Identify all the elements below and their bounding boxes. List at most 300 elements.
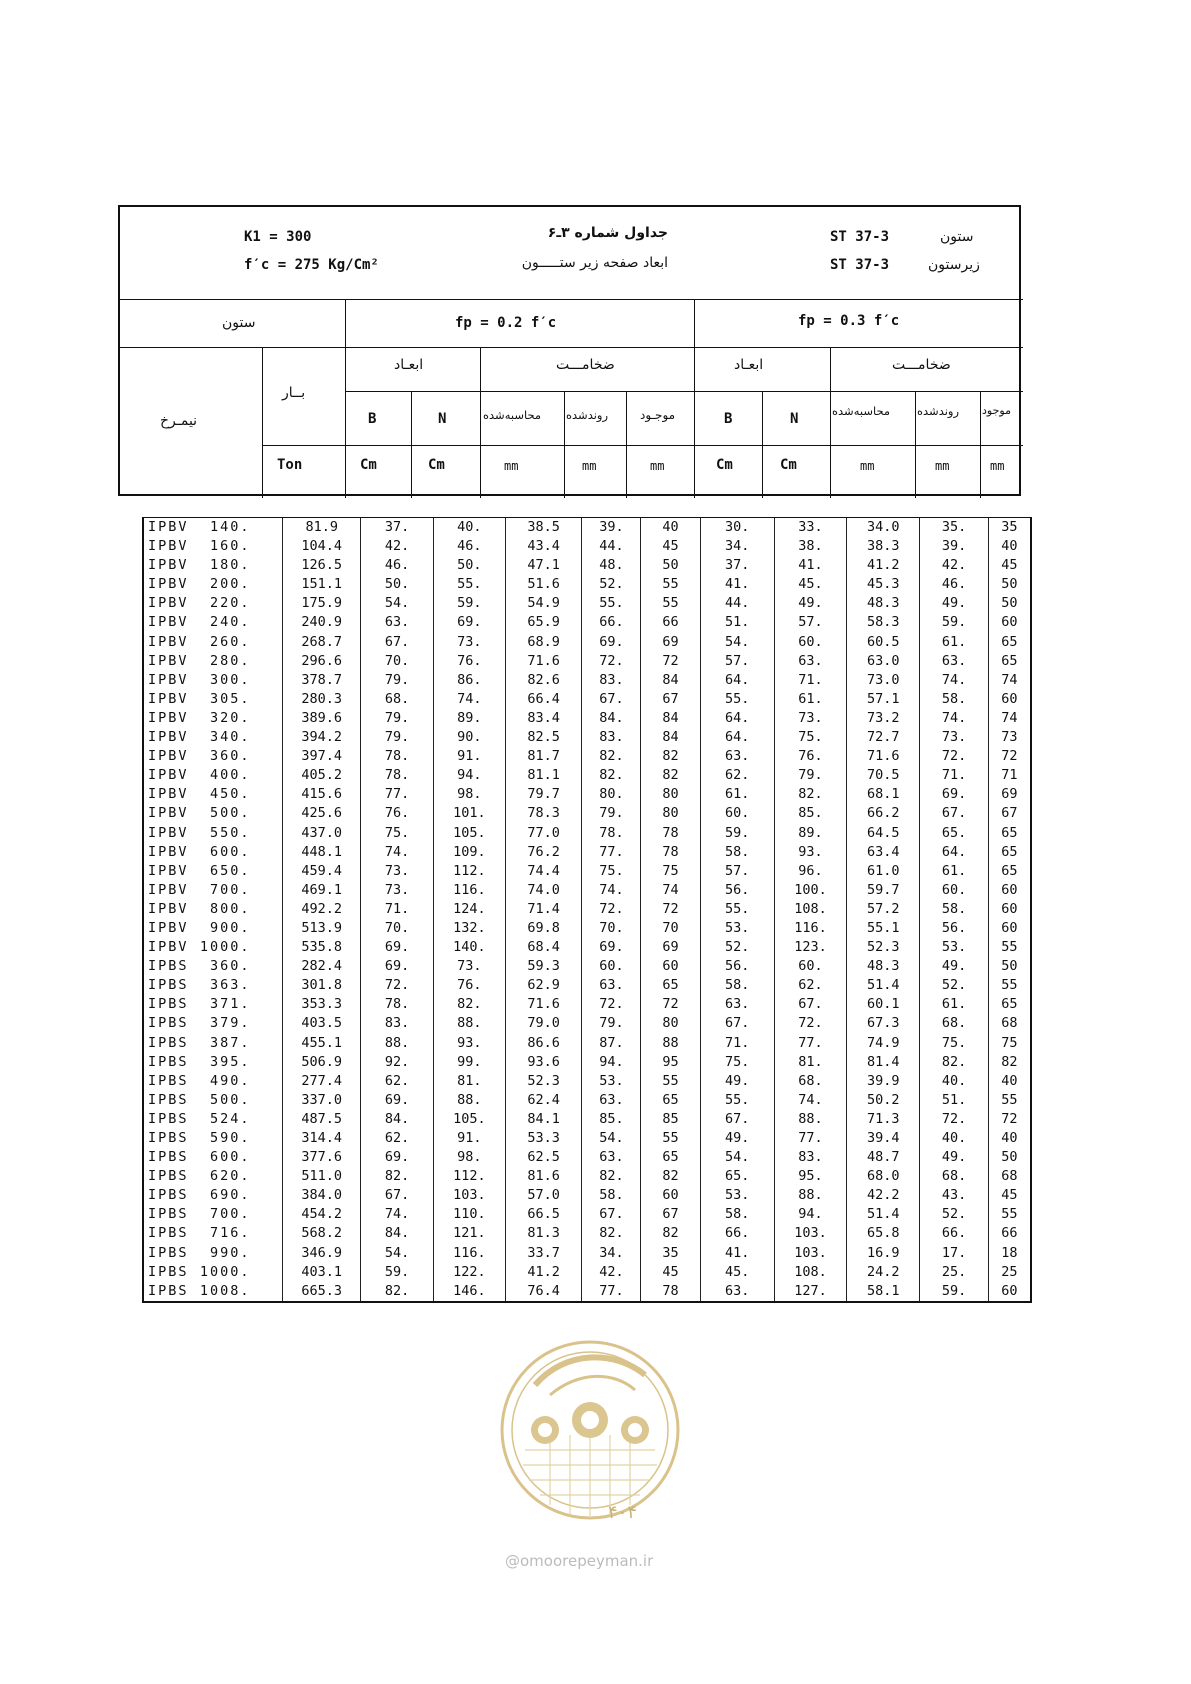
profile-cell [144, 976, 283, 995]
table-row [144, 594, 1030, 613]
table-cell: 88. [361, 1034, 433, 1053]
table-cell: 67.3 [847, 1014, 920, 1033]
table-cell: 61. [920, 995, 988, 1014]
profile-size: 320. [210, 709, 251, 726]
profile-type: IPBV [148, 595, 189, 612]
table-cell: 80 [641, 1014, 700, 1033]
table-cell: 54. [700, 1148, 774, 1167]
table-cell: 64. [920, 843, 988, 862]
table-cell: 48. [582, 556, 641, 575]
table-cell: 57. [700, 652, 774, 671]
table-cell: 49. [920, 1148, 988, 1167]
table-cell: 268.7 [283, 633, 361, 652]
table-cell: 73.0 [847, 671, 920, 690]
divider [262, 347, 263, 498]
table-cell: 74. [774, 1091, 846, 1110]
profile-cell [144, 690, 283, 709]
profile-type: IPBS [148, 977, 189, 994]
profile-type: IPBV [148, 690, 189, 707]
table-cell: 96. [774, 862, 846, 881]
table-cell: 69.8 [506, 919, 582, 938]
table-cell: 78 [641, 1282, 700, 1301]
table-cell: 68 [988, 1014, 1030, 1033]
table-cell: 66.4 [506, 690, 582, 709]
col-b-heading: B [368, 411, 377, 427]
table-cell: 63. [700, 995, 774, 1014]
table-cell: 59. [920, 1282, 988, 1301]
profile-type: IPBV [148, 843, 189, 860]
table-cell: 65 [988, 862, 1030, 881]
table-cell: 79. [582, 1014, 641, 1033]
table-cell: 394.2 [283, 728, 361, 747]
table-cell: 127. [774, 1282, 846, 1301]
table-row [144, 1205, 1030, 1224]
profile-size: 600. [210, 843, 251, 860]
unit-n: Cm [428, 457, 445, 473]
thick-left-heading: ضخامـــت [556, 357, 615, 373]
table-cell: 66 [988, 1224, 1030, 1243]
table-cell: 82 [641, 766, 700, 785]
table-cell: 33.7 [506, 1244, 582, 1263]
table-cell: 103. [774, 1224, 846, 1243]
profile-size: 305. [210, 690, 251, 707]
unit-exist: mm [650, 459, 665, 473]
table-cell: 61. [920, 633, 988, 652]
table-cell: 82 [641, 1167, 700, 1186]
fp-left-label: fp = 0.2 f′c [455, 315, 557, 331]
table-cell: 116. [433, 1244, 505, 1263]
table-cell: 71.3 [847, 1110, 920, 1129]
table-cell: 240.9 [283, 613, 361, 632]
profile-cell [144, 1282, 283, 1301]
profile-size: 160. [210, 538, 251, 555]
table-cell: 77. [774, 1034, 846, 1053]
table-cell: 84. [582, 709, 641, 728]
table-cell: 45. [700, 1263, 774, 1282]
profile-cell [144, 633, 283, 652]
table-cell: 67. [582, 1205, 641, 1224]
table-cell: 74 [641, 881, 700, 900]
table-cell: 95. [774, 1167, 846, 1186]
table-cell: 51.4 [847, 1205, 920, 1224]
table-cell: 50 [988, 594, 1030, 613]
table-cell: 58. [700, 843, 774, 862]
table-cell: 60 [988, 690, 1030, 709]
table-cell: 132. [433, 919, 505, 938]
profile-cell [144, 747, 283, 766]
table-cell: 73. [361, 881, 433, 900]
table-cell: 71.4 [506, 900, 582, 919]
table-row [144, 633, 1030, 652]
divider [345, 299, 346, 347]
table-cell: 76. [433, 652, 505, 671]
table-cell: 82. [582, 1224, 641, 1243]
table-cell: 403.1 [283, 1263, 361, 1282]
unit-b2: Cm [716, 457, 733, 473]
table-cell: 70. [361, 652, 433, 671]
table-cell: 40. [920, 1072, 988, 1091]
table-cell: 72 [988, 747, 1030, 766]
profile-size: 400. [210, 767, 251, 784]
table-cell: 50 [988, 957, 1030, 976]
table-cell: 71.6 [506, 995, 582, 1014]
table-row [144, 804, 1030, 823]
table-cell: 49. [700, 1072, 774, 1091]
table-cell: 55 [988, 1091, 1030, 1110]
table-cell: 76.2 [506, 843, 582, 862]
table-row [144, 1129, 1030, 1148]
col-n-heading: N [438, 411, 447, 427]
table-cell: 69 [988, 785, 1030, 804]
table-cell: 67 [988, 804, 1030, 823]
table-row [144, 843, 1030, 862]
table-cell: 74 [988, 709, 1030, 728]
table-row [144, 690, 1030, 709]
table-cell: 75. [361, 824, 433, 843]
table-row [144, 1186, 1030, 1205]
profile-cell [144, 824, 283, 843]
divider [694, 299, 695, 498]
profile-type: IPBS [148, 1168, 189, 1185]
table-cell: 72. [920, 1110, 988, 1129]
table-cell: 67 [641, 1205, 700, 1224]
table-cell: 41. [700, 575, 774, 594]
table-cell: 80 [641, 804, 700, 823]
profile-size: 360. [210, 958, 251, 975]
unit-exist2: mm [990, 459, 1005, 473]
table-cell: 90. [433, 728, 505, 747]
col-n2-heading: N [790, 411, 799, 427]
profile-type: IPBS [148, 1206, 189, 1223]
table-title: جداول شماره ۳ـ۶ [547, 225, 668, 241]
table-row [144, 728, 1030, 747]
table-cell: 71.6 [506, 652, 582, 671]
table-cell: 82. [361, 1282, 433, 1301]
table-cell: 384.0 [283, 1186, 361, 1205]
table-cell: 77. [582, 843, 641, 862]
table-row [144, 900, 1030, 919]
table-cell: 49. [700, 1129, 774, 1148]
table-cell: 83.4 [506, 709, 582, 728]
table-cell: 50. [361, 575, 433, 594]
profile-type: IPBV [148, 767, 189, 784]
table-cell: 70. [582, 919, 641, 938]
table-cell: 82.5 [506, 728, 582, 747]
table-cell: 55 [988, 938, 1030, 957]
col-round2-heading: روندشده [917, 404, 960, 418]
profile-type: IPBS [148, 1187, 189, 1204]
table-cell: 53. [582, 1072, 641, 1091]
divider [980, 391, 981, 498]
table-cell: 98. [433, 1148, 505, 1167]
table-cell: 60. [920, 881, 988, 900]
table-cell: 74. [920, 671, 988, 690]
table-cell: 437.0 [283, 824, 361, 843]
table-cell: 72 [641, 900, 700, 919]
table-row [144, 824, 1030, 843]
table-cell: 69. [582, 938, 641, 957]
table-cell: 63. [700, 1282, 774, 1301]
table-cell: 18 [988, 1244, 1030, 1263]
table-cell: 75. [582, 862, 641, 881]
table-cell: 378.7 [283, 671, 361, 690]
table-cell: 65 [641, 976, 700, 995]
table-cell: 62. [774, 976, 846, 995]
divider [120, 299, 1023, 300]
table-row [144, 1014, 1030, 1033]
table-cell: 53.3 [506, 1129, 582, 1148]
table-cell: 448.1 [283, 843, 361, 862]
table-cell: 45. [774, 575, 846, 594]
table-cell: 78 [641, 843, 700, 862]
table-row [144, 1072, 1030, 1091]
table-cell: 50 [988, 1148, 1030, 1167]
table-cell: 95 [641, 1053, 700, 1072]
table-row [144, 766, 1030, 785]
table-cell: 73.2 [847, 709, 920, 728]
table-cell: 79. [582, 804, 641, 823]
table-cell: 535.8 [283, 938, 361, 957]
table-cell: 42.2 [847, 1186, 920, 1205]
profile-size: 900. [210, 919, 251, 936]
table-cell: 82. [582, 747, 641, 766]
table-row [144, 976, 1030, 995]
table-cell: 65 [641, 1148, 700, 1167]
table-cell: 34. [582, 1244, 641, 1263]
table-cell: 282.4 [283, 957, 361, 976]
table-row [144, 613, 1030, 632]
table-cell: 68. [361, 690, 433, 709]
profile-cell [144, 995, 283, 1014]
profile-type: IPBS [148, 1015, 189, 1032]
profile-type: IPBV [148, 538, 189, 555]
table-cell: 43.4 [506, 537, 582, 556]
table-subtitle: ابعاد صفحه زیر ستـــــون [521, 255, 668, 271]
unit-round2: mm [935, 459, 950, 473]
table-cell: 67. [920, 804, 988, 823]
table-cell: 65. [920, 824, 988, 843]
profile-cell [144, 919, 283, 938]
table-cell: 66.2 [847, 804, 920, 823]
table-cell: 459.4 [283, 862, 361, 881]
table-cell: 44. [700, 594, 774, 613]
table-cell: 63. [582, 1091, 641, 1110]
table-cell: 75. [774, 728, 846, 747]
unit-calc: mm [504, 459, 519, 473]
profile-size: 360. [210, 748, 251, 765]
steel-column-label: ستون [940, 229, 974, 245]
table-cell: 63. [774, 652, 846, 671]
table-cell: 73. [433, 957, 505, 976]
table-cell: 42. [920, 556, 988, 575]
table-row [144, 785, 1030, 804]
table-cell: 67. [700, 1110, 774, 1129]
profile-type: IPBS [148, 1149, 189, 1166]
profile-cell [144, 1053, 283, 1072]
profile-cell [144, 1110, 283, 1129]
table-cell: 60. [700, 804, 774, 823]
table-cell: 69. [361, 1091, 433, 1110]
table-cell: 61.0 [847, 862, 920, 881]
profile-size: 220. [210, 595, 251, 612]
table-cell: 54. [582, 1129, 641, 1148]
table-cell: 116. [774, 919, 846, 938]
table-cell: 65. [700, 1167, 774, 1186]
table-cell: 62.4 [506, 1091, 582, 1110]
profile-cell [144, 671, 283, 690]
table-cell: 75 [988, 1034, 1030, 1053]
divider [411, 391, 412, 498]
table-cell: 80 [641, 785, 700, 804]
table-cell: 67. [700, 1014, 774, 1033]
data-table-grid [144, 518, 1030, 1301]
steel-base-code: ST 37-3 [830, 257, 890, 273]
table-cell: 81.1 [506, 766, 582, 785]
profile-size: 700. [210, 1206, 251, 1223]
profile-size: 800. [210, 900, 251, 917]
table-cell: 78. [361, 995, 433, 1014]
table-cell: 52.3 [506, 1072, 582, 1091]
table-cell: 415.6 [283, 785, 361, 804]
website-watermark: @omoorepeyman.ir [505, 1552, 654, 1570]
profile-type: IPBV [148, 919, 189, 936]
table-cell: 60.1 [847, 995, 920, 1014]
profile-cell [144, 785, 283, 804]
profile-cell [144, 843, 283, 862]
table-cell: 55 [641, 1129, 700, 1148]
table-cell: 88. [433, 1014, 505, 1033]
table-cell: 57.0 [506, 1186, 582, 1205]
profile-size: 363. [210, 977, 251, 994]
table-cell: 52. [582, 575, 641, 594]
table-cell: 69. [920, 785, 988, 804]
table-cell: 74. [920, 709, 988, 728]
profile-cell [144, 1263, 283, 1282]
table-cell: 88. [433, 1091, 505, 1110]
table-cell: 55. [582, 594, 641, 613]
table-cell: 140. [433, 938, 505, 957]
table-row [144, 1167, 1030, 1186]
profile-cell [144, 1014, 283, 1033]
divider [480, 347, 481, 498]
table-cell: 403.5 [283, 1014, 361, 1033]
col-exist-heading: موجـود [640, 408, 676, 422]
profile-size: 600. [210, 1149, 251, 1166]
table-cell: 69 [641, 633, 700, 652]
table-cell: 78. [361, 747, 433, 766]
table-cell: 40. [433, 518, 505, 537]
table-cell: 34.0 [847, 518, 920, 537]
table-cell: 67 [641, 690, 700, 709]
table-cell: 69. [433, 613, 505, 632]
profile-size: 500. [210, 1091, 251, 1108]
divider [345, 391, 1023, 392]
table-cell: 83. [361, 1014, 433, 1033]
table-cell: 58. [700, 976, 774, 995]
unit-round: mm [582, 459, 597, 473]
table-cell: 67. [582, 690, 641, 709]
table-row [144, 1091, 1030, 1110]
table-cell: 62. [361, 1072, 433, 1091]
profile-size: 1000. [199, 939, 251, 956]
table-cell: 487.5 [283, 1110, 361, 1129]
table-cell: 69. [582, 633, 641, 652]
table-row [144, 938, 1030, 957]
table-cell: 56. [920, 919, 988, 938]
divider [915, 391, 916, 498]
table-cell: 77. [774, 1129, 846, 1148]
steel-column-code: ST 37-3 [830, 229, 890, 245]
page-number: ۴۰۴ [608, 1502, 638, 1523]
table-row [144, 995, 1030, 1014]
table-cell: 82. [582, 766, 641, 785]
table-cell: 61. [920, 862, 988, 881]
table-cell: 33. [774, 518, 846, 537]
divider [830, 347, 831, 498]
table-cell: 52. [700, 938, 774, 957]
table-cell: 54. [700, 633, 774, 652]
load-heading: بــار [282, 385, 306, 401]
table-cell: 37. [700, 556, 774, 575]
table-cell: 65 [988, 633, 1030, 652]
table-cell: 94. [774, 1205, 846, 1224]
table-cell: 50 [641, 556, 700, 575]
table-cell: 377.6 [283, 1148, 361, 1167]
table-cell: 86. [433, 671, 505, 690]
table-cell: 17. [920, 1244, 988, 1263]
table-row [144, 747, 1030, 766]
table-cell: 83. [582, 671, 641, 690]
table-cell: 41.2 [847, 556, 920, 575]
col-b2-heading: B [724, 411, 733, 427]
table-cell: 455.1 [283, 1034, 361, 1053]
table-cell: 54. [361, 594, 433, 613]
table-cell: 64.5 [847, 824, 920, 843]
table-cell: 55 [641, 594, 700, 613]
profile-type: IPBV [148, 900, 189, 917]
table-cell: 61. [774, 690, 846, 709]
table-cell: 60 [988, 613, 1030, 632]
table-cell: 49. [920, 594, 988, 613]
table-cell: 511.0 [283, 1167, 361, 1186]
dims-right-heading: ابعـاد [734, 357, 764, 373]
table-cell: 34. [700, 537, 774, 556]
table-cell: 66.5 [506, 1205, 582, 1224]
table-cell: 68. [920, 1014, 988, 1033]
table-cell: 126.5 [283, 556, 361, 575]
table-cell: 75 [641, 862, 700, 881]
table-cell: 65 [988, 843, 1030, 862]
table-row [144, 709, 1030, 728]
table-row [144, 862, 1030, 881]
table-row [144, 957, 1030, 976]
profile-cell [144, 1072, 283, 1091]
table-cell: 78. [582, 824, 641, 843]
table-cell: 51.6 [506, 575, 582, 594]
table-cell: 68.1 [847, 785, 920, 804]
table-cell: 98. [433, 785, 505, 804]
profile-cell [144, 1034, 283, 1053]
table-cell: 122. [433, 1263, 505, 1282]
table-cell: 103. [774, 1244, 846, 1263]
table-cell: 46. [920, 575, 988, 594]
profile-cell [144, 1186, 283, 1205]
profile-cell [144, 594, 283, 613]
k1-label: K1 = 300 [244, 229, 312, 245]
table-cell: 84 [641, 728, 700, 747]
table-cell: 469.1 [283, 881, 361, 900]
table-cell: 60 [641, 1186, 700, 1205]
